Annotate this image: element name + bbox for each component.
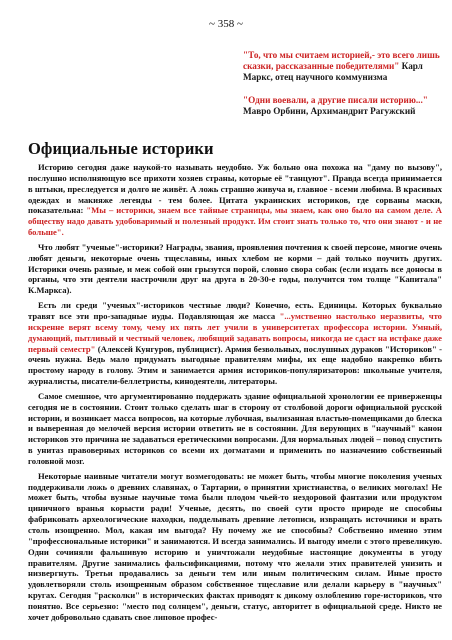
epigraph — [243, 50, 443, 84]
article-body — [28, 162, 442, 627]
paragraph-text: Историю сегодня даже наукой-то называть неудобно. Уж больно она похожа на "даму по вызову", послушно исполняющую все прихоти хозяев страны, которые её "танцуют". Правда всегда принимается в штыки, преследуется и долго не живёт. А ложь страшно живуча и, главное - всеми любима. В красивых одеждах и макияже легенды - тем более. Цитата украинских историков, где сорваны маски, показательна: — [28, 162, 442, 216]
paragraph-text: (Алексей Кунгуров, публицист). Армия безвольных, послушных дураков "Историков" - очень нужна. Ведь мало придумать выгодные правителям мифы, их еще надобно накрепко вбить простому народу в голову. Этим и занимается армия историков-популяризаторов: школьные учителя, журналисты, писатели-беллетристы, кинодеятели, литераторы. — [28, 343, 442, 387]
page-title: Официальные историки — [28, 139, 214, 158]
paragraph-text: Есть ли среди "ученых"-историков честные люди? Конечно, есть. Единицы. Которых буквально травят все эти про-западные иуды. Подавляющая же масса — [28, 300, 442, 321]
paragraph — [28, 300, 442, 387]
paragraph — [28, 162, 442, 238]
epigraphs — [243, 50, 443, 128]
paragraph-text: Что любят "ученые"-историки? Награды, звания, проявления почтения к своей персоне, многие очень любят деньги, некоторые очень тщеславны, иных хлебом не корми – дай только поучить других. Историки очень разные, и меж собой они грызутся порой, словно свора собак (если издать все доносы в органы, что эти деятели настрочили друг на друга в 20-30-е годы, получится том толще "Капитала" К.Маркса). — [28, 241, 442, 296]
epigraph-author: Мавро Орбини, Архимандрит Рагужский — [243, 105, 416, 116]
paragraph-text: Самое смешное, что аргументированно поддержать здание официальной хронологии ее приверженцы сегодня не в состоянии. Стоит только сделать шаг в сторону от столбовой дороги официальной русской истории, и возникает масса вопросов, на которые лубочная, вылизанная властью-помещиками до блеска и выверенная до мелочей версия истории ответить не в состоянии. Для верующих в "научный" канон историков это причина не задаваться еретическими вопросами. Для нормальных людей – повод спустить в унитаз правоверных историков со всеми их догматами и применить по назначению собственный головной мозг. — [28, 390, 442, 466]
paragraph — [28, 391, 442, 467]
paragraph-text: Некоторые наивные читатели могут возмегодовать: не может быть, чтобы многие поколения ученых поддерживали ложь о древних славянах, о Тартарии, о принятии христианства, о великих моголах! Не может быть, чтобы вузные научные тома были плодом чьей-то нездоровой фантазии или продуктом циничного вранья корысти ради! Ученые, десять, по своей сути просто природе не способны фабриковать археологические находки, подделывать древние летописи, извращать источники и врать столь изощренно. Мол, какая им выгода? Ну почему же не способны? Собственно именно этим "профессиональные историки" и занимаются. И всегда занимались. И выгоду имели с этого превеликую. Одни сочиняли фальшивую историю и уничтожали неудобные настоящие документы в угоду правителям. Другие занимались фальсификациями, потому что желали этих правителей унизить и низвергнуть. Третьи продавались за деньги тем или иным политическим силам. Иные просто удовлетворяли столь изощренным образом собственное тщеславие или делали карьеру в "научных" кругах. Сегодня "расколки" в исторических фактах приводят к дикому озлоблению горе-историков, что понятно. Все серьезно: "место под солнцем", деньги, статус, авторитет в официальной среде. Никто не хочет добровольно сдавать свое липовое профес- — [28, 470, 442, 622]
epigraph-quote: "То, что мы считаем историей,- это всего лишь сказки, рассказанные победителями" — [243, 50, 440, 72]
epigraph-quote: "Одни воевали, а другие писали историю..." — [243, 94, 428, 105]
epigraph — [243, 95, 443, 117]
epigraph-author: Карл Маркс, отец научного коммунизма — [243, 61, 423, 83]
paragraph — [28, 242, 442, 296]
highlighted-quote: "...умственно настолько неразвиты, что искренне верят всему тому, чему их пять лет учили в университетах профессора истории. Умный, думающий, пытливый и честный человек, любящий задавать вопросы, никогда не сдаст на истфаке даже первый семестр" — [28, 310, 442, 354]
highlighted-quote: "Мы – историки, знаем все тайные страницы, мы знаем, как оно было на самом деле. А обществу надо давать удобоваримый и полезный продукт. Им стоит знать только то, что они знают - и не больше". — [28, 205, 442, 238]
paragraph — [28, 471, 442, 623]
page-number: ~ 358 ~ — [209, 18, 243, 30]
